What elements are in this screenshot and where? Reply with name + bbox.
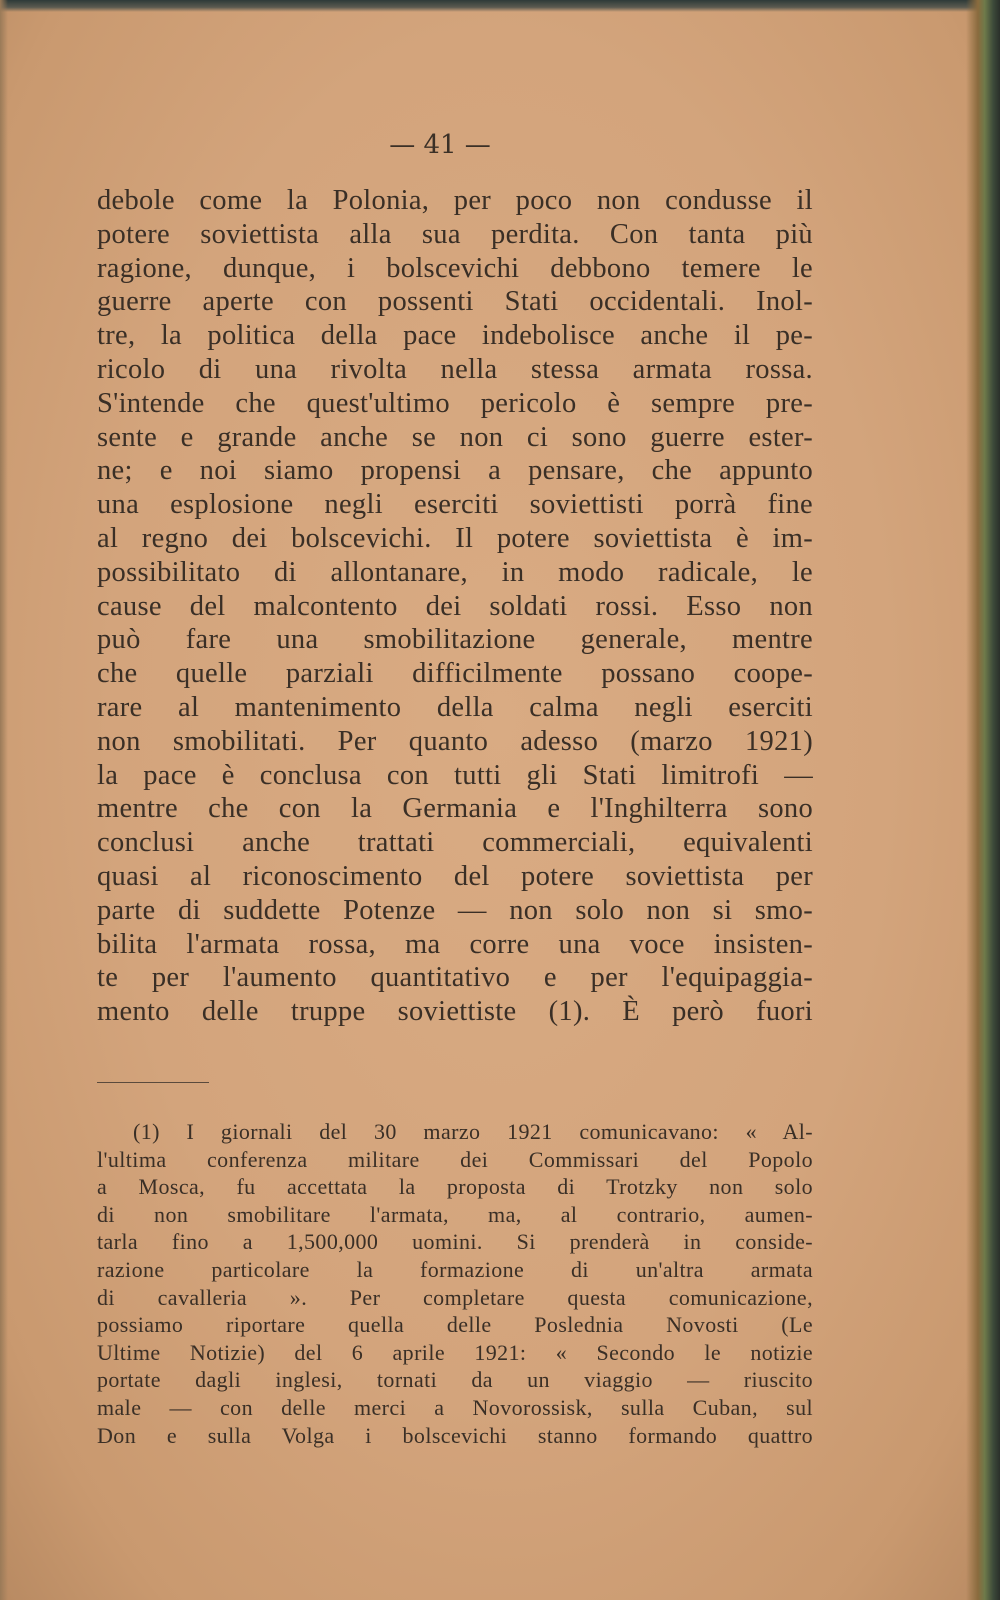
- main-text: [97, 184, 813, 1029]
- page-number: — 41 —: [389, 130, 491, 160]
- text-line: al regno dei bolscevichi. Il potere soviettista è im-: [97, 522, 813, 554]
- text-line: cause del malcontento dei soldati rossi. Esso non: [97, 590, 813, 622]
- text-line: tre, la politica della pace indebolisce anche il pe-: [97, 320, 813, 352]
- text-line: sente e grande anche se non ci sono guerre ester-: [97, 421, 813, 453]
- footnote-line: a Mosca, fu accettata la proposta di Trotzky non solo: [97, 1174, 813, 1200]
- page-top-edge: [0, 0, 1000, 12]
- book-spine-edge: [966, 0, 1000, 1600]
- text-line: la pace è conclusa con tutti gli Stati limitrofi —: [97, 759, 813, 791]
- footnote-line: di non smobilitare l'armata, ma, al contrario, aumen-: [97, 1201, 813, 1227]
- footnote-line: portate dagli inglesi, tornati da un viaggio — riuscito: [97, 1367, 813, 1393]
- text-line: conclusi anche trattati commerciali, equivalenti: [97, 827, 813, 859]
- text-line: una esplosione negli eserciti soviettisti porrà fine: [97, 489, 813, 521]
- footnote-line: Don e sulla Volga i bolscevichi stanno formando quattro: [97, 1422, 813, 1448]
- footnote-line: male — con delle merci a Novorossisk, sulla Cuban, sul: [97, 1394, 813, 1420]
- footnote-line: (1) I giornali del 30 marzo 1921 comunicavano: « Al-: [133, 1119, 813, 1144]
- text-line: guerre aperte con possenti Stati occidentali. Inol-: [97, 286, 813, 318]
- footnote-line: razione particolare la formazione di un'altra armata: [97, 1256, 813, 1282]
- text-line: S'intende che quest'ultimo pericolo è sempre pre-: [97, 387, 813, 419]
- text-line: bilita l'armata rossa, ma corre una voce insisten-: [97, 928, 813, 960]
- text-line: mentre che con la Germania e l'Inghilterra sono: [97, 793, 813, 825]
- text-line: possibilitato di allontanare, in modo radicale, le: [97, 556, 813, 588]
- text-line: potere soviettista alla sua perdita. Con tanta più: [97, 218, 813, 250]
- footnote-line: possiamo riportare quella delle Poslednia Novosti (Le: [97, 1312, 813, 1338]
- text-line: debole come la Polonia, per poco non condusse il: [97, 185, 813, 216]
- text-line: te per l'aumento quantitativo e per l'equipaggia-: [97, 962, 813, 994]
- text-line: ricolo di una rivolta nella stessa armata rossa.: [97, 353, 813, 385]
- page-left-edge: [0, 0, 8, 1600]
- footnote-line: di cavalleria ». Per completare questa comunicazione,: [97, 1284, 813, 1310]
- footnote: [97, 1118, 813, 1449]
- footnote-line: Ultime Notizie) del 6 aprile 1921: « Secondo le notizie: [97, 1339, 813, 1365]
- footnote-separator: [97, 1082, 209, 1083]
- text-line: parte di suddette Potenze — non solo non si smo-: [97, 894, 813, 926]
- text-line: ragione, dunque, i bolscevichi debbono temere le: [97, 252, 813, 284]
- text-line: quasi al riconoscimento del potere soviettista per: [97, 860, 813, 892]
- text-line: non smobilitati. Per quanto adesso (marzo 1921): [97, 725, 813, 757]
- text-line: può fare una smobilitazione generale, mentre: [97, 624, 813, 656]
- footnote-line: l'ultima conferenza militare dei Commissari del Popolo: [97, 1146, 813, 1172]
- text-line: ne; e noi siamo propensi a pensare, che appunto: [97, 455, 813, 487]
- text-line: mento delle truppe soviettiste (1). È però fuori: [97, 996, 813, 1028]
- text-line: rare al mantenimento della calma negli eserciti: [97, 691, 813, 723]
- text-line: che quelle parziali difficilmente possano coope-: [97, 658, 813, 690]
- footnote-line: tarla fino a 1,500,000 uomini. Si prenderà in conside-: [97, 1229, 813, 1255]
